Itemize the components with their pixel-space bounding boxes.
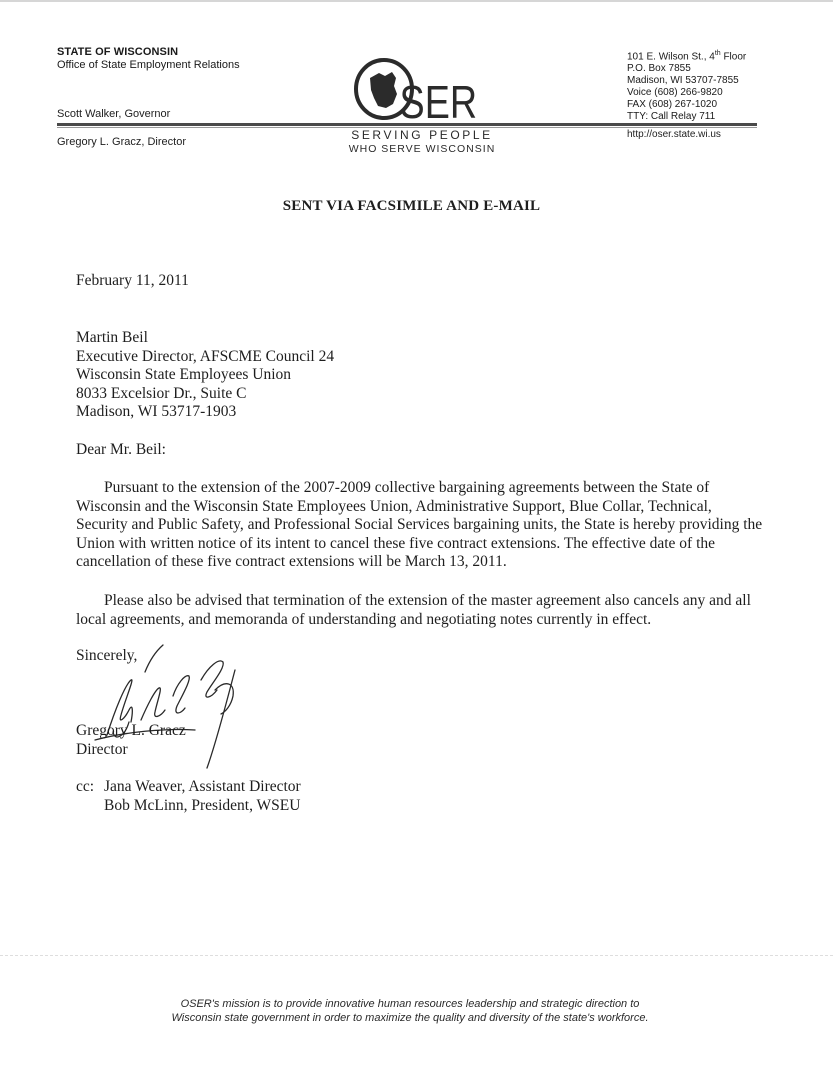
closing: Sincerely,	[76, 647, 138, 664]
paragraph-1: Pursuant to the extension of the 2007-2009 collective bargaining agreements between the State of Wisconsin and the Wisconsin State Employees Union, Administrative Support, Blue Collar, Technical, Security and Public Safety, and Professional Social Services bargaining units, the State is hereby providing the Union with written notice of its intent to cancel these five contract extensions. The effective date of the cancellation of these five contract extensions will be March 13, 2011.	[76, 479, 763, 570]
recipient-line: Madison, WI 53717-1903	[76, 403, 237, 420]
cc-label: cc:	[76, 778, 95, 795]
paragraph-2: Please also be advised that termination of the extension of the master agreement also cancels any and all local agreements, and memoranda of understanding and negotiating notes currently in effect.	[76, 592, 751, 628]
scan-artifact-line	[0, 955, 833, 957]
state-name: STATE OF WISCONSIN	[57, 46, 179, 58]
recipient-line: Martin Beil	[76, 329, 148, 346]
address-line: P.O. Box 7855	[627, 63, 691, 75]
address-line: Madison, WI 53707-7855	[627, 75, 739, 87]
tagline-line-1: SERVING PEOPLE	[351, 128, 493, 142]
street-address: 101 E. Wilson St., 4th Floor	[627, 50, 747, 63]
recipient-block	[76, 329, 766, 422]
logo-text: SER	[399, 76, 478, 126]
salutation: Dear Mr. Beil:	[76, 441, 166, 458]
signer-name: Gregory L. Gracz	[76, 722, 186, 739]
letterhead-address	[627, 48, 746, 123]
wisconsin-map-icon	[370, 72, 397, 108]
tagline-line-2: WHO SERVE WISCONSIN	[348, 143, 496, 155]
tagline	[330, 128, 514, 155]
signer-title: Director	[76, 741, 128, 758]
office-name: Office of State Employment Relations	[57, 59, 240, 71]
cc-block	[76, 778, 766, 797]
recipient-line: Wisconsin State Employees Union	[76, 366, 292, 383]
website-link[interactable]: http://oser.state.wi.us	[627, 129, 721, 140]
delivery-heading: SENT VIA FACSIMILE AND E-MAIL	[282, 198, 541, 214]
mission-statement	[100, 997, 720, 1025]
mission-line-2: Wisconsin state government in order to maximize the quality and diversity of the state's workforce.	[171, 1012, 649, 1024]
oser-logo	[352, 56, 482, 126]
director-line: Gregory L. Gracz, Director	[57, 136, 186, 148]
address-line: TTY: Call Relay 711	[627, 111, 716, 123]
cc-recipient: Jana Weaver, Assistant Director	[104, 778, 301, 795]
address-line: Voice (608) 266-9820	[627, 87, 723, 99]
recipient-line: 8033 Excelsior Dr., Suite C	[76, 384, 247, 402]
governor-line: Scott Walker, Governor	[57, 108, 171, 120]
cc-recipient: Bob McLinn, President, WSEU	[104, 797, 301, 814]
recipient-line: Executive Director, AFSCME Council 24	[76, 347, 335, 365]
letter-date: February 11, 2011	[76, 272, 189, 289]
mission-line-1: OSER's mission is to provide innovative human resources leadership and strategic direction to	[180, 998, 640, 1010]
letterhead-left	[57, 46, 240, 71]
address-line: FAX (608) 267-1020	[627, 99, 718, 111]
page-top-edge	[0, 0, 833, 2]
